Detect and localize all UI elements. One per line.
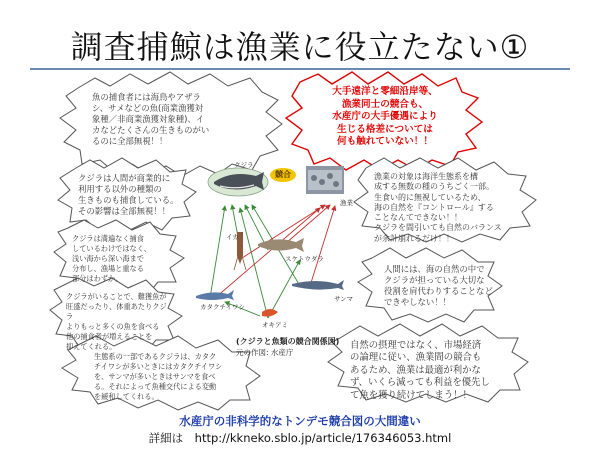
arrow-krill-to-pollock	[268, 260, 300, 318]
label-walleye-pollock: スケトウダラ	[285, 255, 324, 263]
label-saury: サンマ	[334, 295, 354, 303]
arrow-anchovy-to-whale	[210, 206, 225, 298]
slide-title: 調査捕鯨は漁業に役立たない①	[70, 28, 530, 66]
bubble-bottom-left-text: 生態系の一部であるクジラは、カタク チイワシが多いときにはカタクチイワシ を、サンマが多いときはサンマを食べ る。それによって魚種交代による変動 を緩和してくれる。	[94, 352, 223, 401]
whale-picture	[208, 168, 268, 196]
arrow-saury-to-fishery	[310, 206, 335, 286]
label-fishery: 漁業	[340, 199, 353, 207]
label-whale: クジラ	[234, 161, 254, 169]
label-squid: イカ	[226, 233, 239, 241]
diagram-legend	[236, 336, 356, 358]
kyogo-badge: 競合	[270, 168, 296, 182]
anchovy-picture	[196, 290, 234, 300]
krill-picture	[262, 309, 278, 317]
label-anchovy: カタクチイワシ	[200, 303, 246, 311]
bubble-left-2-text: クジラは満遍なく捕食 しているわけではなく、 浅い海から深い海まで 分布し、漁場と重なる 部分はわずか。	[72, 234, 151, 283]
footer-url[interactable]: 詳細は http://kkneko.sblo.jp/article/176346053.html	[148, 431, 452, 445]
bubble-top-left-text: 魚の捕食者には海鳥やアザラ シ、サメなどの魚(商業漁獲対 象種／非商業漁獲対象種)、イ カなどたくさんの生きものがい るのに全部無視！！	[92, 92, 210, 146]
bubble-right-1-text: 漁業の対象は海洋生態系を構 成する無数の種のうちごく一部。 生食い的に無視しているため、 海の自然を『コントロール』する ことなんてできない！！ クジラを間引いても自然のバランス が余計崩れるだけ！！	[374, 172, 502, 243]
bubble-left-1-text: クジラは人間が商業的に 利用する以外の種類の 生きものも捕食している。 その影響は全部無視！！	[78, 173, 179, 216]
footer-title: 水産庁の非科学的なトンデモ競合図の大間違い	[179, 414, 421, 428]
bubble-right-2-text: 人間には、海の自然の中で クジラが担っている大切な 役割を肩代わりすることなど できやしない！！	[384, 264, 493, 307]
bubble-top-right-text: 大手遠洋と零細沿岸等、 漁業同士の競合も、 水産庁の大手優遇により 生じる格差については 何も触れていない！！	[332, 86, 438, 147]
bubble-left-3-text: クジラがいることで、難獲魚が 旺盛だったり、体重あたりクジラ よりもっと多くの魚を食べる 他の捕食者が増えることを 抑えてくれる。	[66, 292, 167, 351]
bubble-bottom-right-text: 自然の摂理ではなく、市場経済 の論理に従い、漁業間の競合も あるため、漁業は最適が利かな ず、いくら減っても利益を優先し て魚を獲り続けてしまう！！	[350, 340, 490, 401]
fishery-picture	[306, 166, 344, 194]
label-krill: オキアミ	[262, 321, 288, 329]
legend-source: 元の作図: 水産庁	[236, 348, 294, 357]
saury-picture	[292, 280, 344, 290]
pollock-picture	[258, 238, 304, 252]
legend-title: (クジラと魚類の競合関係図)	[236, 337, 340, 346]
